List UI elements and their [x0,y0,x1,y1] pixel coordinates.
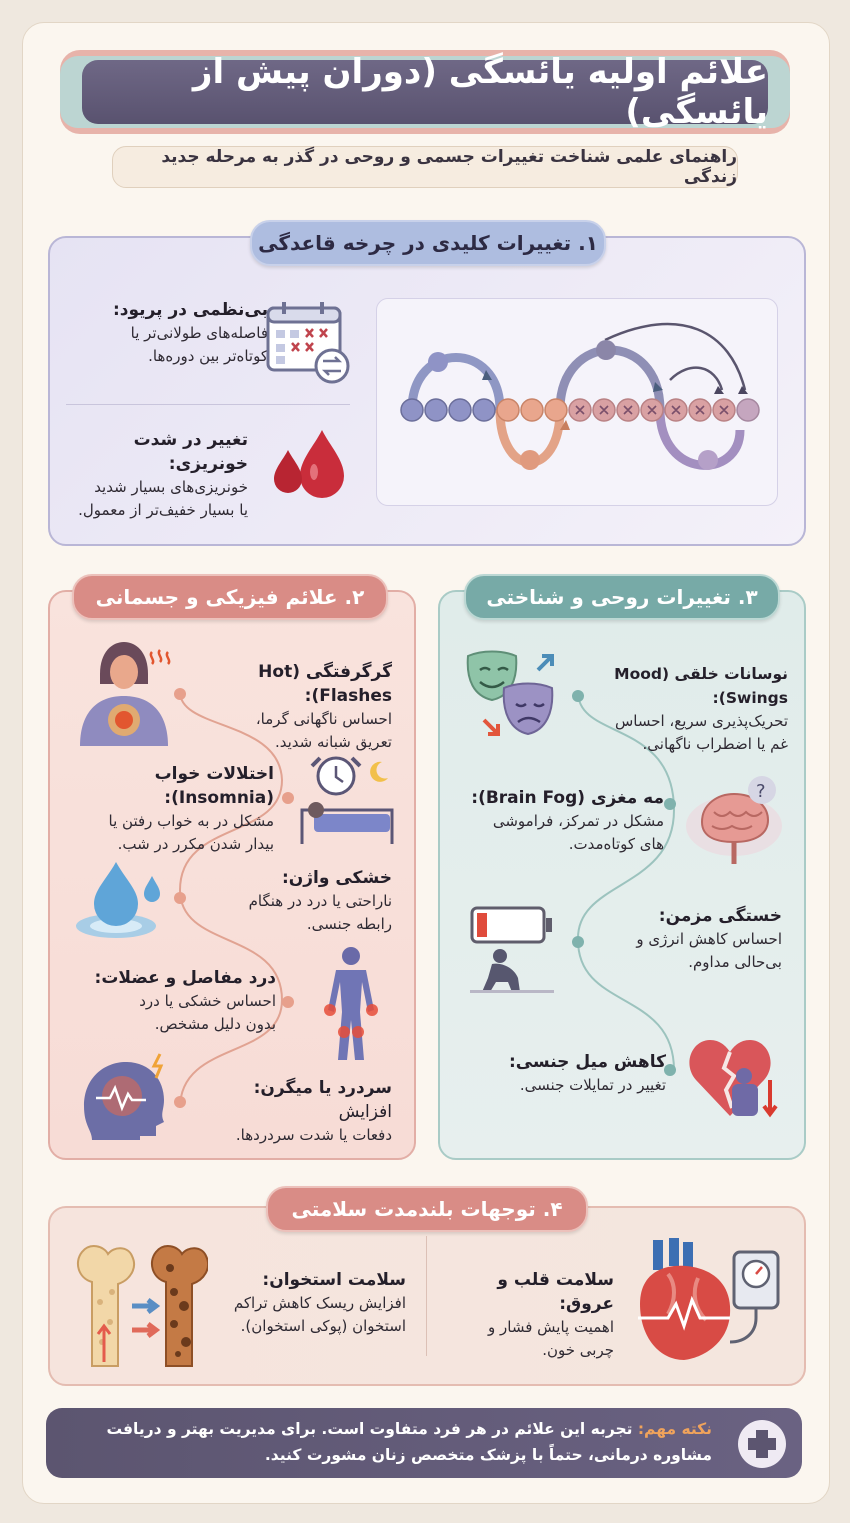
item-text: اهمیت پایش فشار و [488,1318,614,1336]
headache-item [200,1076,392,1147]
timeline-dot [174,688,186,700]
item-title: مه مغزی (Brain Fog): [471,788,664,808]
item-text: افزایش ریسک کاهش تراکم [233,1294,406,1312]
item-text: غم یا اضطراب ناگهانی. [642,735,788,753]
section4-label: ۴. توجهات بلندمدت سلامتی [266,1186,588,1232]
item-text: کوتاه‌تر بین دوره‌ها. [148,347,268,365]
joint-pain-item [80,966,276,1036]
irregular-period-item [62,298,268,368]
mood-swings-item [560,662,788,756]
note-text-1: تجربه این علائم در هر فرد متفاوت است. برای مدیریت بهتر و دریافت [106,1420,633,1438]
item-text: رابطه جنسی. [306,915,392,933]
item-title: بی‌نظمی در پریود: [113,300,268,320]
item-title: سلامت استخوان: [262,1270,406,1290]
migraine-head-icon [78,1050,176,1142]
note-label: نکته مهم: [637,1420,712,1438]
item-title: سلامت قلب و عروق: [497,1270,614,1314]
item-title [200,1076,392,1124]
title-banner [60,50,790,134]
hot-flash-woman-icon [74,640,174,746]
page-title: علائم اولیه یائسگی (دوران پیش از یائسگی) [192,52,768,132]
item-text: تغییر در تمایلات جنسی. [519,1076,666,1094]
note-text-2: مشاوره درمانی، حتماً با پزشک متخصص زنان مشورت کنید. [264,1446,712,1464]
brain-fog-icon [682,772,788,868]
timeline-dot [282,792,294,804]
item-title: نوسانات خلقی (Mood Swings): [614,665,788,707]
calendar-icon [266,300,352,384]
section1-label: ۱. تغییرات کلیدی در چرخه قاعدگی [250,220,606,266]
timeline-dot [174,892,186,904]
item-text: تحریک‌پذیری سریع، احساس [614,712,788,730]
divider [66,404,350,405]
brain-fog-item [454,786,664,856]
item-text: بی‌حالی مداوم. [688,953,782,971]
item-text: افزایش [338,1102,392,1122]
item-title: خستگی مزمن: [658,906,782,926]
bleeding-change-item [58,428,248,522]
item-text: مشکل در به خواب رفتن یا [108,812,274,830]
item-text: چربی خون. [542,1341,614,1359]
important-note-text [62,1416,712,1468]
item-text: یا بسیار خفیف‌تر از معمول. [78,501,248,519]
item-text: بدون دلیل مشخص. [154,1015,276,1033]
blood-drops-icon [266,424,350,504]
low-libido-item [456,1050,666,1097]
bone-health-item [212,1268,406,1338]
item-text: مشکل در تمرکز، فراموشی [492,812,664,830]
item-title: خشکی واژن: [281,868,392,888]
item-title: کاهش میل جنسی: [508,1052,666,1072]
item-title: درد مفاصل و عضلات: [94,968,276,988]
timeline-dot [664,798,676,810]
item-text: احساس کاهش انرژی و [636,930,782,948]
item-text: تعریق شبانه شدید. [274,733,392,751]
item-text: فاصله‌های طولانی‌تر یا [130,324,268,342]
water-drop-icon [72,856,166,940]
timeline-dot [282,996,294,1008]
timeline-dot [572,936,584,948]
section3-label: ۳. تغییرات روحی و شناختی [464,574,780,620]
item-text: های کوتاه‌مدت. [568,835,664,853]
item-text: استخوان (پوکی استخوان). [240,1317,406,1335]
item-text: احساس ناگهانی گرما، [255,710,392,728]
joint-pain-body-icon [318,946,384,1062]
chronic-fatigue-item [596,904,782,974]
section2-label: ۲. علائم فیزیکی و جسمانی [72,574,388,620]
divider [426,1236,427,1356]
item-title-text: سردرد یا میگرن: [253,1078,392,1098]
item-title: گرگرفتگی (Hot Flashes): [258,662,392,706]
note-line-1 [62,1416,712,1442]
item-title: تغییر در شدت خونریزی: [133,430,248,474]
item-text: بیدار شدن مکرر در شب. [117,835,274,853]
insomnia-item [62,762,274,856]
item-text: خونریزی‌های بسیار شدید [94,478,248,496]
hot-flashes-item [200,660,392,754]
item-text: دفعات یا شدت سردردها. [235,1126,392,1144]
item-text: ناراحتی یا درد در هنگام [248,892,392,910]
vaginal-dryness-item [200,866,392,936]
svg-text:?: ? [756,781,766,802]
alarm-clock-sleep-icon [298,752,396,846]
item-text: احساس خشکی یا درد [139,992,276,1010]
medical-plus-icon [736,1418,788,1470]
page-subtitle: راهنمای علمی شناخت تغییرات جسمی و روحی در گذر به مرحله جدید زندگی [112,146,738,188]
cycle-chart-icon [390,310,770,494]
mood-masks-icon [462,648,562,748]
bone-density-icon [70,1232,208,1368]
low-battery-fatigue-icon [470,904,554,994]
item-title: اختلالات خواب (Insomnia): [154,764,274,808]
heart-health-item [452,1268,614,1362]
broken-heart-icon [686,1030,786,1122]
heart-blood-pressure-icon [628,1234,788,1364]
